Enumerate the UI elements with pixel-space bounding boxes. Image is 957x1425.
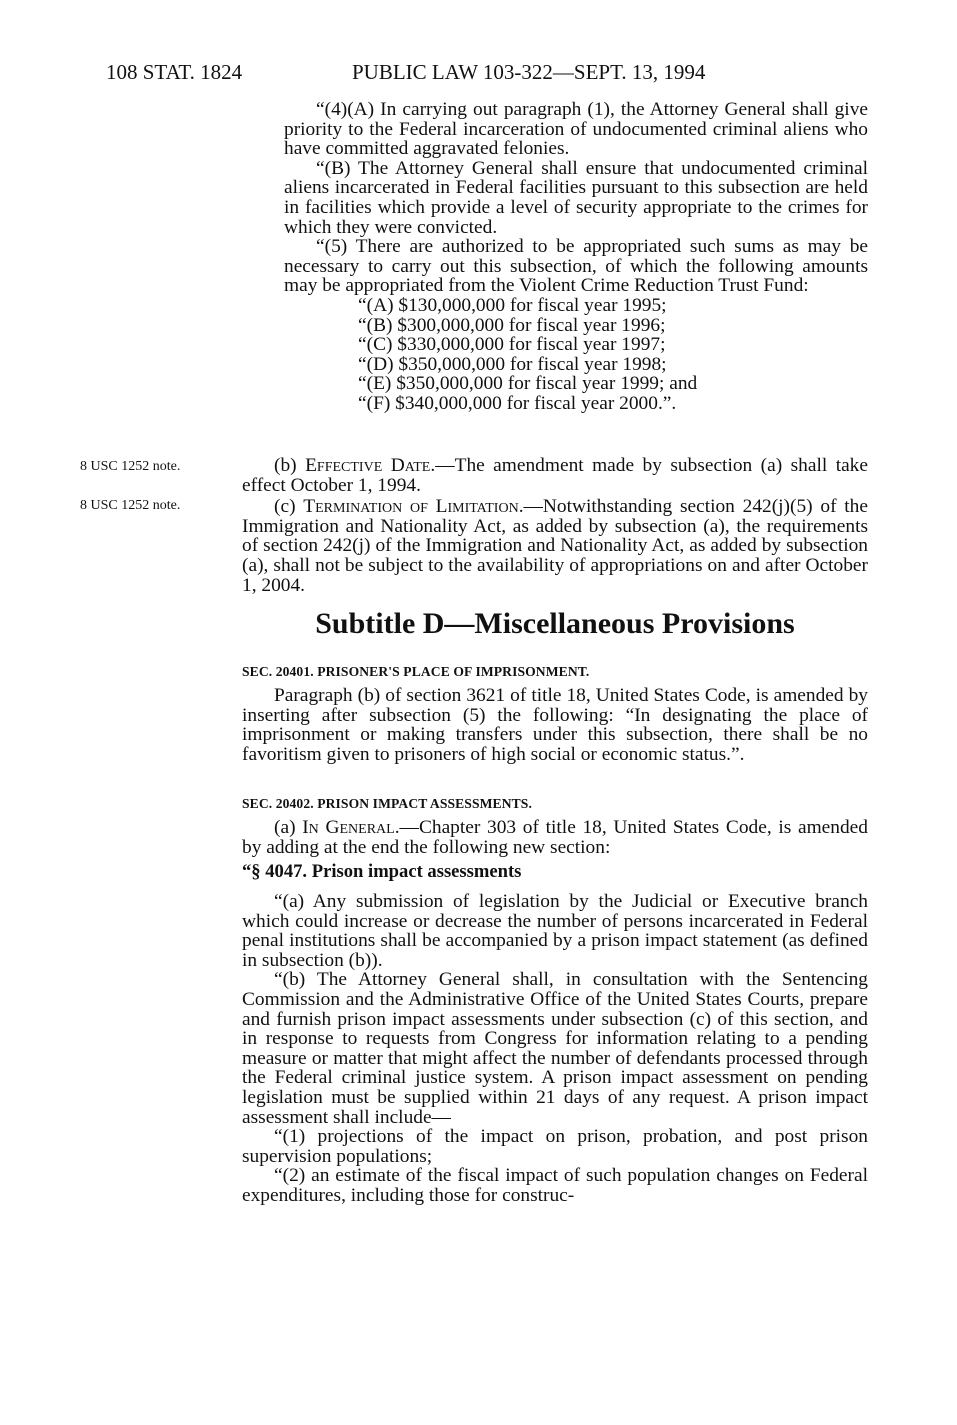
section-4047-b: “(b) The Attorney General shall, in consultation with the Sentencing Commission and the Administrative Office of the United States Courts, prepare and furnish prison impact assessments under subsection (c) of this section, and in response to requests from Congress for information relating to a pending measure or matter that might affect the number of defendants processed through the Federal criminal justice system. A prison impact assessment on pending legislation must be supplied within 21 days of any request. A prison impact assessment shall include— bbox=[242, 969, 868, 1128]
section-4047-body bbox=[242, 892, 868, 1206]
law-citation: PUBLIC LAW 103-322—SEPT. 13, 1994 bbox=[352, 60, 706, 84]
section-20401-heading: SEC. 20401. PRISONER'S PLACE OF IMPRISONMENT. bbox=[242, 664, 590, 679]
appropriation-item: “(C) $330,000,000 for fiscal year 1997; bbox=[358, 334, 666, 356]
section-20402-a bbox=[242, 818, 868, 857]
subsection-c-caption: Termination of Limitation bbox=[303, 496, 519, 518]
paragraphs-4-5 bbox=[284, 100, 868, 414]
section-20402-a-paragraph bbox=[242, 818, 868, 857]
section-20401-body bbox=[242, 686, 868, 764]
section-20402-a-lead: (a) bbox=[274, 817, 303, 838]
appropriation-item: “(B) $300,000,000 for fiscal year 1996; bbox=[358, 314, 666, 336]
page-folio: 108 STAT. 1824 bbox=[106, 60, 243, 84]
margin-note-c: 8 USC 1252 note. bbox=[80, 498, 181, 513]
section-4047-heading: “§ 4047. Prison impact assessments bbox=[242, 861, 522, 882]
appropriation-item: “(D) $350,000,000 for fiscal year 1998; bbox=[358, 353, 667, 375]
section-20401-text: Paragraph (b) of section 3621 of title 18, United States Code, is amended by inserting after subsection (5) the following: “In designating the place of imprisonment or making transfers under this subsection, there shall be no favoritism given to prisoners of high social or economic status.”. bbox=[242, 685, 868, 765]
section-4047-b-1: “(1) projections of the impact on prison, probation, and post prison supervision populations; bbox=[242, 1126, 868, 1167]
appropriation-item: “(A) $130,000,000 for fiscal year 1995; bbox=[358, 294, 667, 316]
subtitle-heading: Subtitle D—Miscellaneous Provisions bbox=[315, 607, 795, 640]
appropriation-item: “(F) $340,000,000 for fiscal year 2000.”. bbox=[358, 392, 677, 414]
paragraph-4a: “(4)(A) In carrying out paragraph (1), the Attorney General shall give priority to the Federal incarceration of undocumented criminal aliens who have committed aggravated felonies. bbox=[284, 99, 868, 160]
subsections-b-c bbox=[242, 456, 868, 595]
subsection-b-lead: (b) bbox=[274, 455, 306, 476]
subsection-c-lead: (c) bbox=[274, 496, 304, 518]
subsection-b-caption: Effective Date bbox=[305, 455, 431, 476]
appropriation-item: “(E) $350,000,000 for fiscal year 1999; and bbox=[358, 373, 698, 395]
section-4047-a: “(a) Any submission of legislation by the Judicial or Executive branch which could increase or decrease the number of persons incarcerated in Federal penal institutions shall be accompanied by a prison impact statement (as defined in subsection (b)). bbox=[242, 891, 868, 971]
subsection-c-text: .—Notwithstanding section 242(j)(5) of the Immigration and Nationality Act, as added by subsection (a), the requirements of section 242(j) of the Immigration and Nationality Act, as added by subsection (a), shall not be subject to the availability of appropriations on and after October 1, 2004. bbox=[242, 496, 868, 596]
margin-note-b: 8 USC 1252 note. bbox=[80, 459, 181, 474]
subsection-b-effective-date bbox=[242, 456, 868, 495]
section-20402-a-text: .—Chapter 303 of title 18, United States Code, is amended by adding at the end the following new section: bbox=[242, 817, 868, 858]
paragraph-4b: “(B) The Attorney General shall ensure that undocumented criminal aliens incarcerated in Federal facilities pursuant to this subsection are held in facilities which provide a level of security appropriate to the crimes for which they were convicted. bbox=[284, 157, 868, 238]
section-20402-a-caption: In General bbox=[302, 817, 395, 838]
subsection-c-termination bbox=[242, 497, 868, 595]
section-4047-b-2: “(2) an estimate of the fiscal impact of such population changes on Federal expenditures, including those for construc- bbox=[242, 1165, 868, 1206]
paragraph-5: “(5) There are authorized to be appropriated such sums as may be necessary to carry out this subsection, of which the following amounts may be appropriated from the Violent Crime Reduction Trust Fund: bbox=[284, 236, 868, 297]
section-20402-heading: SEC. 20402. PRISON IMPACT ASSESSMENTS. bbox=[242, 796, 532, 811]
subsection-b-text: .—The amendment made by subsection (a) shall take effect October 1, 1994. bbox=[242, 455, 868, 496]
